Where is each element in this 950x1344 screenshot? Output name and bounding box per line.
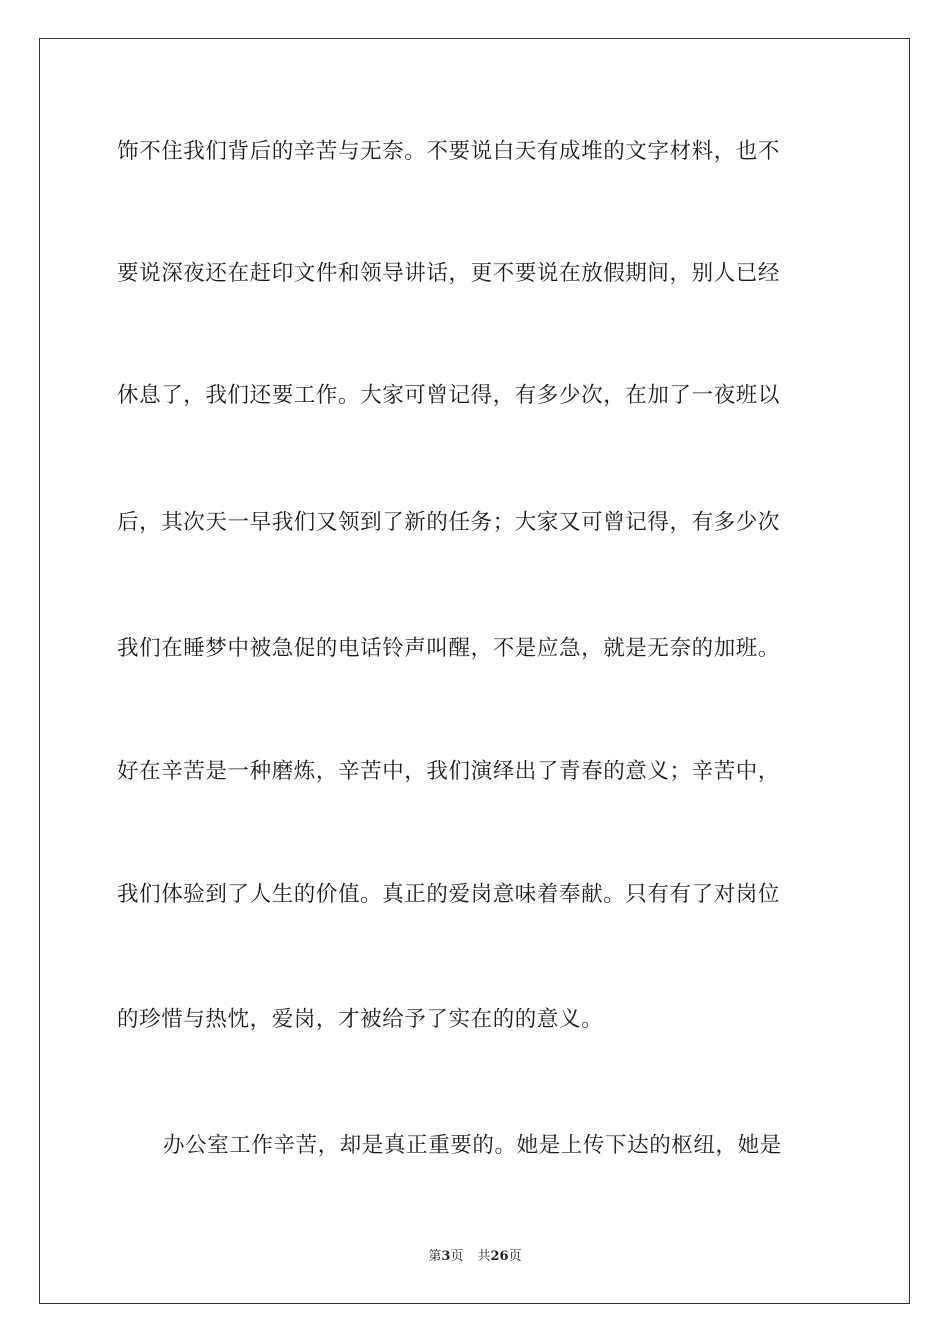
- paragraph-first-line: 办公室工作辛苦，却是真正重要的。她是上传下达的枢纽，她是: [163, 1133, 782, 1158]
- paragraph-line: 的珍惜与热忱，爱岗，才被给予了实在的的意义。: [117, 1007, 604, 1032]
- total-suffix: 页: [508, 1249, 522, 1264]
- page-suffix: 页: [450, 1249, 464, 1264]
- page-border: [39, 38, 910, 1304]
- paragraph-line: 要说深夜还在赶印文件和领导讲话，更不要说在放假期间，别人已经: [117, 261, 781, 286]
- paragraph-line: 后，其次天一早我们又领到了新的任务；大家又可曾记得，有多少次: [117, 510, 781, 535]
- paragraph-line: 好在辛苦是一种磨炼，辛苦中，我们演绎出了青春的意义；辛苦中，: [117, 759, 781, 784]
- page-footer: [0, 1248, 950, 1266]
- paragraph-line: 饰不住我们背后的辛苦与无奈。不要说白天有成堆的文字材料，也不: [117, 139, 781, 164]
- paragraph-line: 休息了，我们还要工作。大家可曾记得，有多少次，在加了一夜班以: [117, 383, 781, 408]
- total-prefix: 共: [477, 1249, 491, 1264]
- paragraph-line: 我们在睡梦中被急促的电话铃声叫醒，不是应急，就是无奈的加班。: [117, 636, 781, 661]
- paragraph-line: 我们体验到了人生的价值。真正的爱岗意味着奉献。只有有了对岗位: [117, 882, 781, 907]
- total-page-count: 26: [490, 1249, 509, 1264]
- current-page-number: 3: [441, 1249, 451, 1264]
- page-prefix: 第: [428, 1249, 442, 1264]
